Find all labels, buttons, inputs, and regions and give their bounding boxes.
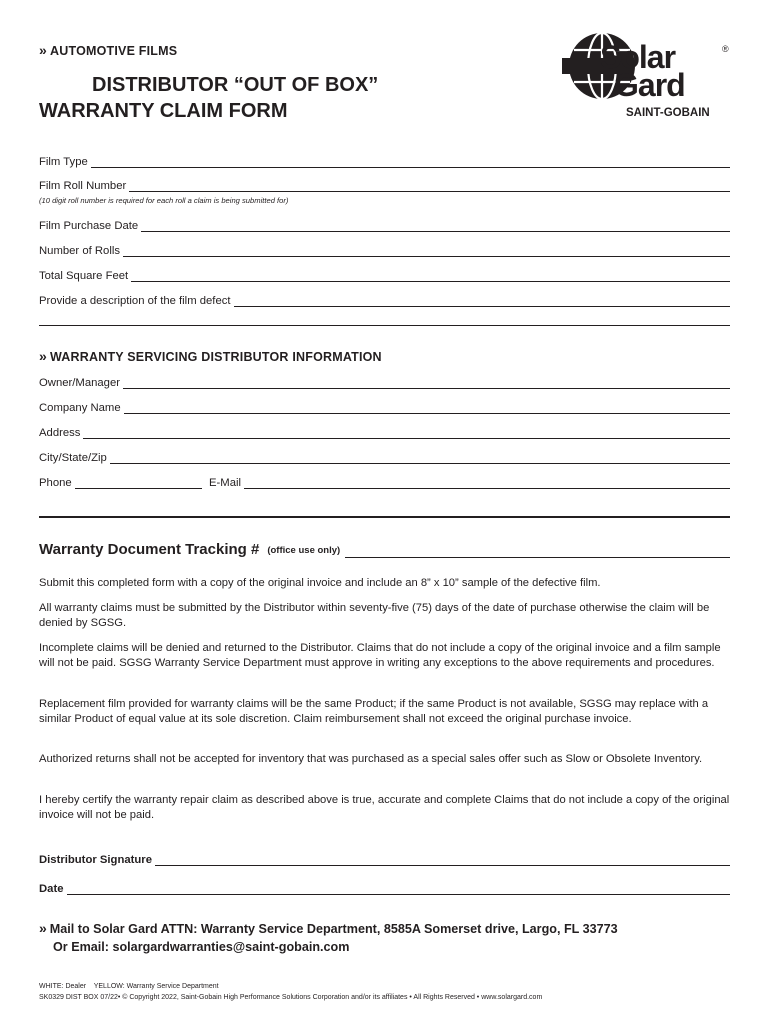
automotive-films-heading: » AUTOMOTIVE FILMS [39,42,178,58]
chevron-right-icon: » [39,348,47,364]
distributor-signature-field[interactable]: Distributor Signature [39,850,730,866]
instruction-paragraph: Replacement film provided for warranty claims will be the same Product; if the same Product is not available, SGSG may replace with a similar Product of equal value at its sole discretion. Claim reimbursement shall not exceed the original purchase invoice. [39,698,709,725]
mail-address: » Mail to Solar Gard ATTN: Warranty Service Department, 8585A Somerset drive, Largo, FL 33773 [39,920,618,936]
chevron-right-icon: » [39,920,47,936]
owner-manager-field[interactable]: Owner/Manager [39,373,730,389]
film-roll-number-field[interactable]: Film Roll Number [39,176,730,192]
film-type-field[interactable]: Film Type [39,152,730,168]
address-field[interactable]: Address [39,423,730,439]
copyright-footer: SK0329 DIST BOX 07/22• © Copyright 2022, Saint-Gobain High Performance Solutions Corporation and/or its affiliates • All Rights Reserved • www.solargard.com [39,994,543,1001]
instruction-paragraph: All warranty claims must be submitted by the Distributor within seventy-five (75) days of the date of purchase otherwise the claim will be denied by SGSG. [39,602,710,629]
copy-distribution-note: WHITE: Dealer YELLOW: Warranty Service Department [39,983,219,990]
instruction-paragraph: Submit this completed form with a copy of the original invoice and include an 8” x 10” sample of the defective film. [39,577,601,589]
number-of-rolls-field[interactable]: Number of Rolls [39,241,730,257]
roll-number-note: (10 digit roll number is required for each roll a claim is being submitted for) [39,196,289,205]
certification-paragraph: I hereby certify the warranty repair claim as described above is true, accurate and complete Claims that do not include a copy of the original invoice will not be paid. [39,794,730,821]
city-state-zip-field[interactable]: City/State/Zip [39,448,730,464]
email-field[interactable]: E-Mail [209,473,730,489]
purchase-date-field[interactable]: Film Purchase Date [39,216,730,232]
form-title-line1: DISTRIBUTOR “OUT OF BOX” [92,74,379,96]
chevron-right-icon: » [39,42,47,58]
defect-description-field[interactable]: Provide a description of the film defect [39,291,730,307]
defect-description-line2[interactable] [39,325,730,326]
solar-gard-logo: Solar Gard ® SAINT-GOBAIN [562,28,732,122]
email-address: Or Email: solargardwarranties@saint-gobain.com [53,940,350,954]
instruction-paragraph: Authorized returns shall not be accepted for inventory that was purchased as a special sales offer such as Slow or Obsolete Inventory. [39,753,703,765]
company-name-field[interactable]: Company Name [39,398,730,414]
total-square-feet-field[interactable]: Total Square Feet [39,266,730,282]
instruction-paragraph: Incomplete claims will be denied and returned to the Distributor. Claims that do not include a copy of the original invoice and a film sample will not be paid. SGSG Warranty Service Department must approve in writing any exceptions to the above requirements and procedures. [39,642,721,669]
form-title-line2: WARRANTY CLAIM FORM [39,100,288,122]
saint-gobain-label: SAINT-GOBAIN [626,107,710,119]
section-divider [39,516,730,518]
distributor-info-heading: » WARRANTY SERVICING DISTRIBUTOR INFORMATION [39,348,382,364]
tracking-field[interactable]: Warranty Document Tracking # (office use only) [39,538,730,558]
date-field[interactable]: Date [39,879,730,895]
phone-field[interactable]: Phone [39,473,202,489]
